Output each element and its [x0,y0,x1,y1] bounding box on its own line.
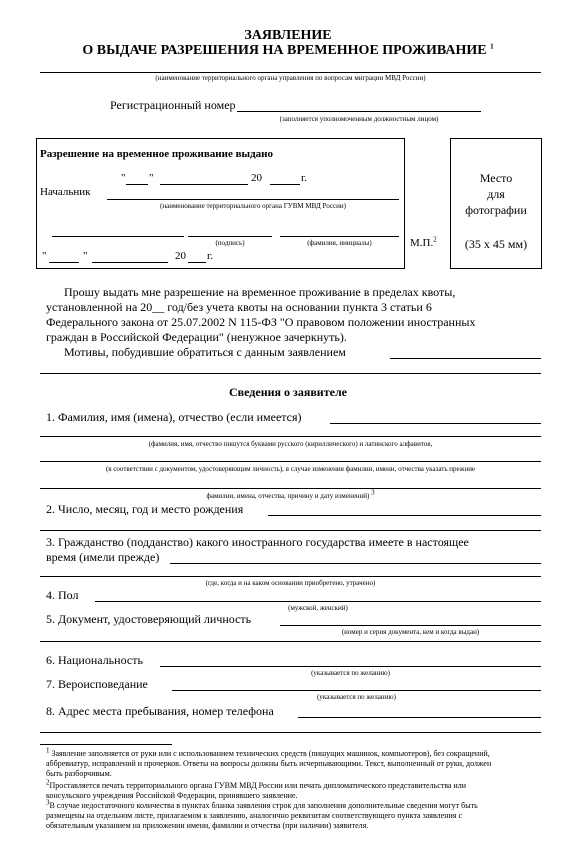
field1-input-line4[interactable] [40,488,541,489]
signature-field[interactable] [188,236,272,237]
request-line2: установленной на 20__ год/без учета квоты на основании пункта 3 статьи 6 [46,300,432,314]
date-month-field[interactable] [92,262,168,263]
footnote-2-text1: Проставляется печать территориального органа ГУВМ МВД России или печать дипломатического представительства или [49,781,467,790]
organ-caption: (наименование территориального органа управления по вопросам миграции МВД России) [155,74,426,82]
permit-day-field[interactable] [126,184,148,185]
field1-input-line3[interactable] [40,461,541,462]
request-line3: Федерального закона от 25.07.2002 N 115-ФЗ "О правовом положении иностранных [46,315,476,329]
field5-input[interactable] [280,625,541,626]
footnote-3 [46,798,546,831]
field6-label: 6. Национальность [46,653,143,667]
field7-input[interactable] [172,690,541,691]
stamp-place [410,237,437,250]
field4-input[interactable] [95,601,541,602]
field4-label: 4. Пол [46,588,79,602]
field1-caption2: (в соответствии с документом, удостоверяющим личность), в случае изменения фамилии, имени, отчества указать прежние [105,465,476,473]
field2-input-line2[interactable] [40,530,541,531]
field3-input-line2[interactable] [40,576,541,577]
date-quote-open: " [42,250,47,262]
field1-caption3-text: фамилии, имена, отчества, причину и дату изменений) [206,492,370,500]
footnote-3-line2: размещены на отдельном листе, прилагаемом к заявлению, аналогично реквизитам соответствующего пункта заявления с [46,811,462,820]
request-line1: Прошу выдать мне разрешение на временное проживание в пределах квоты, [64,285,456,299]
title-line2 [0,43,576,58]
reg-number-field[interactable] [237,111,481,112]
footnote-1 [46,746,546,779]
title-text: О ВЫДАЧЕ РАЗРЕШЕНИЯ НА ВРЕМЕННОЕ ПРОЖИВАНИЕ [82,43,487,58]
field3-input[interactable] [170,563,541,564]
applicant-heading: Сведения о заявителе [228,385,348,399]
field8-input-line2[interactable] [40,732,541,733]
field1-caption3 [40,488,541,500]
motives-label: Мотивы, побудившие обратиться с данным заявлением [64,345,346,359]
field6-input[interactable] [160,666,541,667]
footnote-3-ref: 3 [46,798,50,807]
motives-field[interactable] [390,358,541,359]
title-line1: ЗАЯВЛЕНИЕ [244,28,332,43]
photo-line3: фотографии [465,203,527,217]
quote-open: " [121,172,126,184]
stamp-label: М.П. [410,237,434,249]
title-footnote-ref: 1 [490,42,494,51]
permit-heading: Разрешение на временное проживание выдано [40,148,274,160]
field2-input[interactable] [268,515,541,516]
footnote-1-text1: Заявление заполняется от руки или с использованием технических средств (пишущих машинок, компьютеров), без сокращений, [51,749,490,758]
reg-number-caption: (заполняется уполномоченным должностным лицом) [279,115,439,123]
footnote-separator [40,744,172,745]
field8-input[interactable] [298,717,541,718]
field3-caption: (где, когда и на каком основании приобретено, утрачено) [205,579,376,587]
photo-line1: Место [479,171,513,185]
field6-caption: (указывается по желанию) [311,669,390,677]
motives-field-line2[interactable] [40,373,541,374]
footnote-2-ref: 2 [46,778,50,787]
chief-name-field[interactable] [280,236,399,237]
field5-caption: (номер и серия документа, кем и когда выдан) [341,628,480,636]
request-line4: граждан в Российской Федерации" (ненужное зачеркнуть). [46,330,347,344]
field3-label-line2: время (имели прежде) [46,550,160,564]
footnote-1-line2: аббревиатур, исправлений и прочерков. Ответы на вопросы должны быть исчерпывающими. Текст, выполненный от руки, должен [46,759,492,768]
field4-caption: (мужской, женский) [288,604,348,612]
date-year-prefix: 20 [175,250,186,262]
stamp-footnote-ref: 2 [433,235,437,244]
permit-year-field[interactable] [270,184,300,185]
chief-organ-caption: (наименование территориального органа ГУВМ МВД России) [160,202,346,210]
field1-input[interactable] [330,423,541,424]
field7-caption: (указывается по желанию) [317,693,396,701]
organ-line[interactable] [40,72,541,73]
permit-year-prefix: 20 [251,172,262,184]
date-year-suffix: г. [207,250,214,262]
footnote-3-text1: В случае недостаточного количества в пунктах бланка заявления строк для заполнения дополнительные сведения могут быть [49,801,478,810]
field5-input-line2[interactable] [40,641,541,642]
footnote-1-ref: 1 [46,746,50,755]
permit-month-field[interactable] [160,184,248,185]
chief-organ-field[interactable] [107,199,399,200]
photo-size: (35 x 45 мм) [464,237,528,251]
field3-label-line1: 3. Гражданство (подданство) какого иностранного государства имеете в настоящее [46,535,469,549]
date-year-field[interactable] [188,262,206,263]
footnote-1-line3: быть разборчивым. [46,769,112,778]
photo-line2: для [487,187,505,201]
signature-caption: (подпись) [215,239,245,247]
signature-extra-field[interactable] [52,236,184,237]
field2-label: 2. Число, месяц, год и место рождения [46,502,244,516]
quote-close: " [149,172,154,184]
footnote-2-line2: консульского учреждения Российской Федерации, принявшего заявление. [46,791,298,800]
field7-label: 7. Вероисповедание [46,677,148,691]
field1-input-line2[interactable] [40,436,541,437]
field5-label: 5. Документ, удостоверяющий личность [46,612,252,626]
footnote-1-line1 [46,746,546,759]
date-day-field[interactable] [49,262,79,263]
chief-name-caption: (фамилия, инициалы) [307,239,372,247]
permit-year-suffix: г. [301,172,308,184]
date-quote-close: " [83,250,88,262]
field1-caption1: (фамилия, имя, отчество пишутся буквами русского (кириллического) и латинского алфавитов, [148,440,433,448]
chief-label: Начальник [40,186,91,198]
field1-footnote-ref: 3 [371,488,375,497]
field8-label: 8. Адрес места пребывания, номер телефона [46,704,274,718]
footnote-3-line3: обязательным указанием на приложении имени, фамилии и отчества (при наличии) заявителя. [46,821,369,830]
footnote-2 [46,778,546,801]
footnote-3-line1 [46,798,546,811]
field1-label: 1. Фамилия, имя (имена), отчество (если имеется) [46,410,302,424]
reg-number-label: Регистрационный номер [110,98,236,112]
footnote-2-line1 [46,778,546,791]
